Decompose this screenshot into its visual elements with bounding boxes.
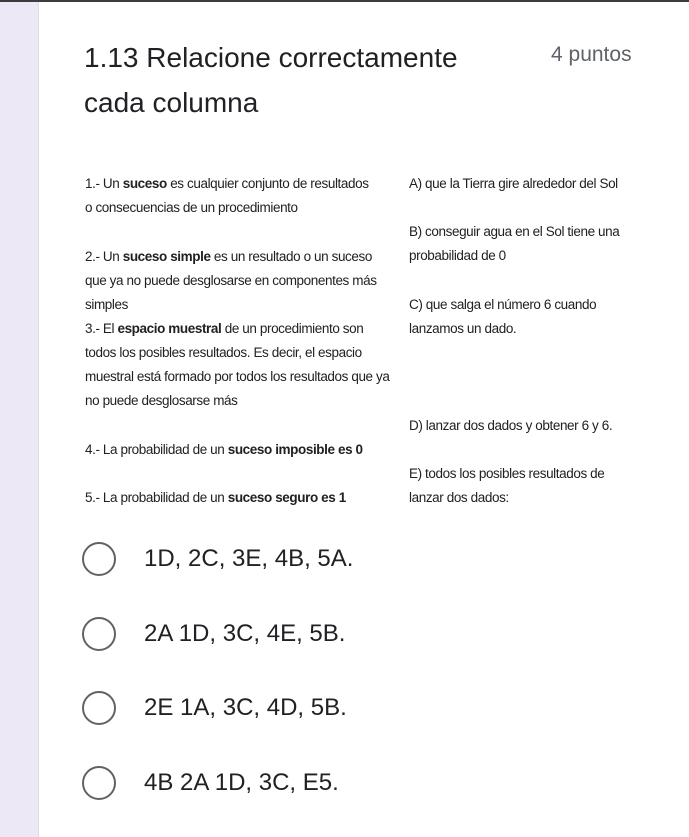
- right-item-b: B) conseguir agua en el Sol tiene una probabilidad de 0: [409, 224, 620, 263]
- option-2[interactable]: [82, 614, 642, 654]
- option-4[interactable]: [82, 763, 642, 803]
- question-card: [38, 2, 689, 837]
- right-item-a: A) que la Tierra gire alrededor del Sol: [409, 176, 618, 191]
- left-item-2: 2.- Un suceso simple es un resultado o un suceso que ya no puede desglosarse en componentes más simples: [85, 249, 377, 312]
- radio-circle-icon[interactable]: [82, 766, 116, 800]
- left-item-3: 3.- El espacio muestral de un procedimiento son todos los posibles resultados. Es decir, el espacio muestral está formado por todos los resultados que ya no puede desglosarse más: [85, 321, 390, 408]
- left-item-5: 5.- La probabilidad de un suceso seguro es 1: [85, 490, 346, 505]
- option-label: 1D, 2C, 3E, 4B, 5A.: [144, 545, 354, 572]
- question-points: 4 puntos: [551, 43, 632, 66]
- question-title: 1.13 Relacione correctamente cada columna: [84, 42, 458, 118]
- option-1[interactable]: [82, 539, 642, 579]
- right-item-e: E) todos los posibles resultados de lanzar dos dados:: [409, 466, 605, 505]
- option-label: 2E 1A, 3C, 4D, 5B.: [144, 694, 347, 721]
- right-item-c: C) que salga el número 6 cuando lanzamos un dado.: [409, 297, 597, 336]
- option-3[interactable]: [82, 688, 642, 728]
- option-label: 2A 1D, 3C, 4E, 5B.: [144, 620, 346, 647]
- radio-circle-icon[interactable]: [82, 542, 116, 576]
- left-item-1: 1.- Un suceso es cualquier conjunto de resultados o consecuencias de un procedimiento: [85, 176, 369, 215]
- left-item-4: 4.- La probabilidad de un suceso imposible es 0: [85, 442, 363, 457]
- right-item-d: D) lanzar dos dados y obtener 6 y 6.: [409, 418, 613, 433]
- option-label: 4B 2A 1D, 3C, E5.: [144, 769, 339, 796]
- radio-circle-icon[interactable]: [82, 691, 116, 725]
- radio-circle-icon[interactable]: [82, 617, 116, 651]
